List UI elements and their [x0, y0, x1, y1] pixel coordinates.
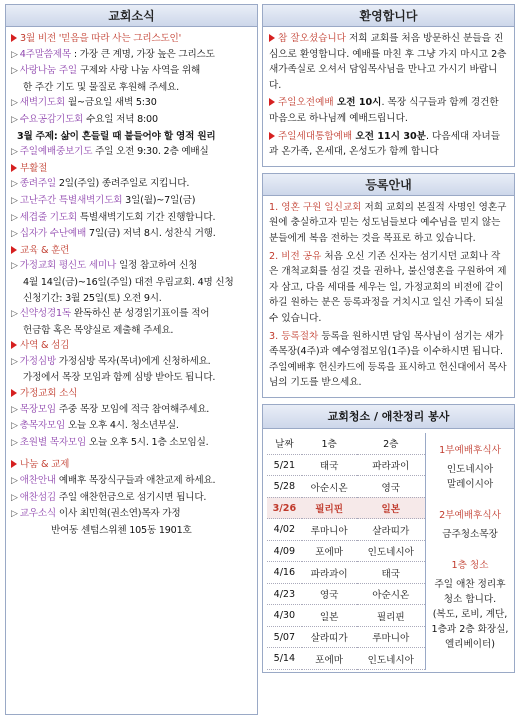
item-label: 새벽기도회 [19, 97, 66, 109]
table-cell: 포에마 [302, 540, 357, 562]
table-cell: 4/02 [267, 519, 302, 541]
welcome-para-2-bold: 오전 10시 [333, 97, 382, 109]
table-row [267, 519, 425, 541]
news-line [11, 80, 253, 96]
item-label: 사랑나눔 주일 [19, 65, 77, 77]
triangle-bullet-icon [269, 98, 275, 106]
registration-step-2-label: 2. 비전 공유 [269, 250, 322, 262]
church-news-panel [5, 4, 258, 715]
registration-step-1 [269, 200, 508, 247]
item-label: 주일예배중보기도 [19, 146, 93, 158]
item-text: 2일(주일) 종려주일로 지킵니다. [56, 178, 190, 190]
item-text: 월~금요일 새벽 5:30 [65, 97, 157, 109]
triangle-bullet-icon [11, 460, 17, 468]
table-row [267, 562, 425, 584]
news-line [11, 338, 253, 354]
section-heading: 가정교회 소식 [20, 388, 78, 400]
table-row [267, 605, 425, 627]
item-label: 수요공감기도회 [19, 113, 84, 125]
item-text: 주일 오전 9:30. 2층 예배실 [92, 146, 209, 158]
item-text: 예배후 목장식구들과 애찬교제 하세요. [56, 475, 216, 487]
triangle-bullet-icon [11, 389, 17, 397]
side-2-text: 금주청소목장 [442, 528, 498, 540]
cleaning-table [267, 433, 425, 670]
section-heading: 사역 & 섬김 [20, 340, 70, 352]
registration-step-3-text: 등록을 원하시면 담임 목사님이 섬기는 새가족목장(4주)과 예수영접모임(1주)을 이수하시면 됩니다. 주일예배후 헌신카드에 등록을 표시하고 헌신대에서 목사님의 기도를 받으세요. [269, 330, 507, 389]
item-text: 오늘 오후 4시. 청소년부실. [65, 420, 179, 432]
table-row [267, 476, 425, 498]
news-line [11, 176, 253, 193]
item-label: 목장모임 [19, 403, 57, 415]
table-cell: 4/16 [267, 562, 302, 584]
table-row [267, 540, 425, 562]
item-label: 십자가 수난예배 [19, 228, 87, 240]
registration-step-2-text: 처음 오신 기존 신자는 섬기시던 교회나 작은 개척교회를 섬길 것을 권하나, 불신영혼을 구원하여 제자 삼고, 다음 세대를 세우는 일, 가정교회의 비전에 같이 하길 원하는 분은 등록과정을 거치시고 일신 가족이 되실 수 있습니다. [269, 250, 507, 324]
registration-step-1-text: 저희 교회의 본질적 사명인 영혼구원에 충실하고자 믿는 성도님들보다 예수님을 믿지 않는 분들에게 복음 전하는 것을 목표로 하고 있습니다. [269, 201, 507, 244]
table-cell: 일본 [357, 497, 425, 519]
table-cell: 살라띠가 [357, 519, 425, 541]
news-line [11, 275, 253, 291]
triangle-bullet-icon [11, 246, 17, 254]
table-cell: 5/07 [267, 626, 302, 648]
item-label: 신약성경1독 [19, 308, 71, 320]
item-text: 수요일 저녁 8:00 [83, 113, 158, 125]
item-label: 가정심방 [19, 355, 57, 367]
table-cell: 필리핀 [357, 605, 425, 627]
item-text: 구제와 사랑 나눔 사역을 위해 [77, 65, 201, 77]
cleaning-side-notes [425, 433, 510, 670]
item-text: 일정 참고하여 신청 [116, 260, 198, 272]
item-label: 종려주일 [19, 178, 57, 190]
item-label: 고난주간 특별새벽기도회 [19, 194, 123, 206]
cleaning-header-cell: 날짜 [267, 433, 302, 455]
welcome-para-2-text: . 목장 식구들과 함께 경건한 마음으로 하나님께 예배드립니다. [269, 97, 499, 124]
outline-triangle-icon: ▷ [11, 49, 18, 60]
news-line [11, 354, 253, 371]
table-cell: 4/09 [267, 540, 302, 562]
outline-triangle-icon: ▷ [11, 212, 18, 223]
welcome-para-1-label: 참 잘오셨습니다 [278, 33, 346, 44]
church-news-title: 교회소식 [6, 5, 257, 27]
item-continuation: 가정에서 목장 모임과 함께 심방 받아도 됩니다. [23, 372, 216, 384]
registration-step-1-label: 1. 영혼 구원 일신교회 [269, 201, 362, 213]
item-text: 주중 목장 모임에 적극 참여해주세요. [56, 403, 210, 415]
section-heading: 교육 & 훈련 [20, 244, 70, 256]
news-line [11, 161, 253, 177]
news-line [11, 129, 253, 145]
table-row [267, 497, 425, 519]
news-line [11, 63, 253, 80]
table-cell: 4/23 [267, 583, 302, 605]
table-row [267, 648, 425, 670]
item-continuation: 한 주간 기도 및 물질로 후원해 주세요. [23, 81, 179, 93]
table-row [267, 454, 425, 476]
item-text: 완독하신 분 성경읽기표이를 적어 [70, 308, 210, 320]
side-2-label: 2부예배후식사 [439, 509, 501, 521]
welcome-body [263, 27, 514, 166]
table-cell: 영국 [357, 476, 425, 498]
welcome-para-1-text: 저희 교회를 처음 방문하신 분들을 진심으로 환영합니다. 예배를 마친 후 그냥 가지 마시고 2층 새가족실로 오셔서 담임목사님을 만나고 가시기 바랍니다. [269, 33, 507, 91]
item-label: 총목자모임 [19, 420, 66, 432]
item-label: 세겹줄 기도회 [19, 211, 77, 223]
table-cell: 3/26 [267, 497, 302, 519]
outline-triangle-icon: ▷ [11, 356, 18, 367]
table-cell: 4/30 [267, 605, 302, 627]
cleaning-header-row [267, 433, 425, 455]
news-line [11, 144, 253, 161]
news-line [11, 291, 253, 307]
table-cell: 인도네시아 [357, 540, 425, 562]
cleaning-header-cell: 1층 [302, 433, 357, 455]
welcome-para-2-label: 주일오전예배 [278, 97, 334, 109]
news-line [11, 306, 253, 323]
news-line [11, 386, 253, 402]
cleaning-header-cell: 2층 [357, 433, 425, 455]
item-continuation: 반여동 센텀스위첸 105동 1901호 [51, 524, 192, 536]
outline-triangle-icon: ▷ [11, 147, 18, 158]
outline-triangle-icon: ▷ [11, 66, 18, 77]
side-1-text: 인도네시아 말레이시아 [446, 463, 494, 490]
welcome-para-3-bold: 오전 11시 30분 [352, 130, 426, 142]
table-cell: 파라과이 [357, 454, 425, 476]
news-line [11, 523, 253, 539]
outline-triangle-icon: ▷ [11, 509, 18, 520]
item-text: 주일 애찬헌금으로 섬기시면 됩니다. [56, 491, 207, 503]
table-cell: 5/14 [267, 648, 302, 670]
table-cell: 루마니아 [302, 519, 357, 541]
table-cell: 아순시온 [357, 583, 425, 605]
item-continuation: 신청기간: 3월 25일(토) 오전 9시. [23, 292, 162, 304]
side-1-label: 1부예배후식사 [439, 444, 501, 456]
news-line [11, 210, 253, 227]
outline-triangle-icon: ▷ [11, 179, 18, 190]
news-line [11, 226, 253, 243]
news-line [11, 490, 253, 507]
triangle-bullet-icon [11, 341, 17, 349]
registration-body [263, 196, 514, 397]
news-line [11, 112, 253, 129]
registration-step-2 [269, 249, 508, 327]
item-text: : 가장 큰 계명, 가장 높은 그리스도 [70, 48, 215, 60]
news-line [11, 193, 253, 210]
item-continuation: 헌금함 혹은 목양실로 제출해 주세요. [23, 324, 174, 336]
table-cell: 루마니아 [357, 626, 425, 648]
news-line [11, 402, 253, 419]
welcome-title: 환영합니다 [263, 5, 514, 27]
triangle-bullet-icon [11, 34, 17, 42]
table-cell: 필리핀 [302, 497, 357, 519]
news-line [11, 323, 253, 339]
table-cell: 인도네시아 [357, 648, 425, 670]
item-text: 오늘 오후 5시. 1층 소모임실. [86, 436, 209, 448]
item-label: 4주말씀제목 [19, 48, 71, 60]
table-cell: 5/21 [267, 454, 302, 476]
news-line [11, 95, 253, 112]
outline-triangle-icon: ▷ [11, 437, 18, 448]
news-line [11, 506, 253, 523]
welcome-para-1 [269, 31, 508, 93]
registration-box [262, 173, 515, 398]
table-row [267, 626, 425, 648]
side-3-label: 1층 청소 [451, 559, 489, 571]
triangle-bullet-icon [269, 132, 275, 140]
news-line [11, 258, 253, 275]
right-column [262, 4, 515, 715]
table-cell: 영국 [302, 583, 357, 605]
section-heading: 나눔 & 교제 [20, 459, 70, 471]
news-line [11, 47, 253, 64]
table-cell: 태국 [302, 454, 357, 476]
table-cell: 태국 [357, 562, 425, 584]
cleaning-box [262, 404, 515, 673]
table-row [267, 583, 425, 605]
welcome-box [262, 4, 515, 167]
cleaning-content [263, 429, 514, 672]
welcome-para-2 [269, 95, 508, 126]
table-cell: 포에마 [302, 648, 357, 670]
item-label: 가정교회 평신도 세미나 [19, 260, 117, 272]
section-heading: 부활절 [20, 162, 48, 174]
welcome-para-3 [269, 129, 508, 160]
item-text: 3일(월)~7일(금) [122, 194, 196, 206]
item-label: 초원별 목자모임 [19, 436, 87, 448]
item-continuation: 4월 14일(금)~16일(주일) 대전 우림교회. 4명 신청 [23, 276, 234, 288]
outline-triangle-icon: ▷ [11, 98, 18, 109]
outline-triangle-icon: ▷ [11, 476, 18, 487]
church-news-list [6, 27, 257, 538]
news-line [11, 370, 253, 386]
registration-step-3 [269, 329, 508, 391]
outline-triangle-icon: ▷ [11, 421, 18, 432]
cleaning-title: 교회청소 / 애찬정리 봉사 [263, 405, 514, 429]
outline-triangle-icon: ▷ [11, 404, 18, 415]
welcome-para-3-text: . 다음세대 자녀들과 온가족, 온세대, 온성도가 함께 합니다 [269, 130, 500, 158]
triangle-bullet-icon [269, 34, 275, 42]
table-cell: 5/28 [267, 476, 302, 498]
outline-triangle-icon: ▷ [11, 195, 18, 206]
theme-line: 3월 주제: 삶이 흔들릴 때 붙들어야 할 영적 원리 [17, 130, 216, 142]
outline-triangle-icon: ▷ [11, 261, 18, 272]
news-line [11, 473, 253, 490]
table-cell: 파라과이 [302, 562, 357, 584]
outline-triangle-icon: ▷ [11, 229, 18, 240]
item-text: 가정심방 목자(목녀)에게 신청하세요. [56, 355, 211, 367]
table-cell: 일본 [302, 605, 357, 627]
registration-step-3-label: 3. 등록절차 [269, 330, 319, 342]
news-line [11, 418, 253, 435]
outline-triangle-icon: ▷ [11, 492, 18, 503]
table-cell: 아순시온 [302, 476, 357, 498]
item-label: 애찬안내 [19, 475, 57, 487]
side-3-text: 주일 애찬 정리후 청소 합니다. (복도, 로비, 계단, 1층과 2층 화장실, 엘리베이터) [431, 578, 509, 650]
news-line [11, 457, 253, 473]
news-line [11, 243, 253, 259]
item-label: 교우소식 [19, 508, 57, 520]
item-label: 애찬섬김 [19, 491, 57, 503]
item-text: 특별새벽기도회 기간 진행합니다. [77, 211, 216, 223]
outline-triangle-icon: ▷ [11, 114, 18, 125]
item-text: 7일(금) 저녁 8시. 성찬식 거행. [86, 228, 216, 240]
section-heading: 3월 비전 '믿음을 따라 사는 그리스도인' [20, 33, 182, 44]
news-line [11, 435, 253, 452]
item-text: 이사 최민혁(권소연)목자 가정 [56, 508, 181, 520]
triangle-bullet-icon [11, 164, 17, 172]
registration-title: 등록안내 [263, 174, 514, 196]
table-cell: 살라띠가 [302, 626, 357, 648]
welcome-para-3-label: 주일세대통합예배 [278, 130, 353, 142]
news-line [11, 31, 253, 47]
outline-triangle-icon: ▷ [11, 309, 18, 320]
